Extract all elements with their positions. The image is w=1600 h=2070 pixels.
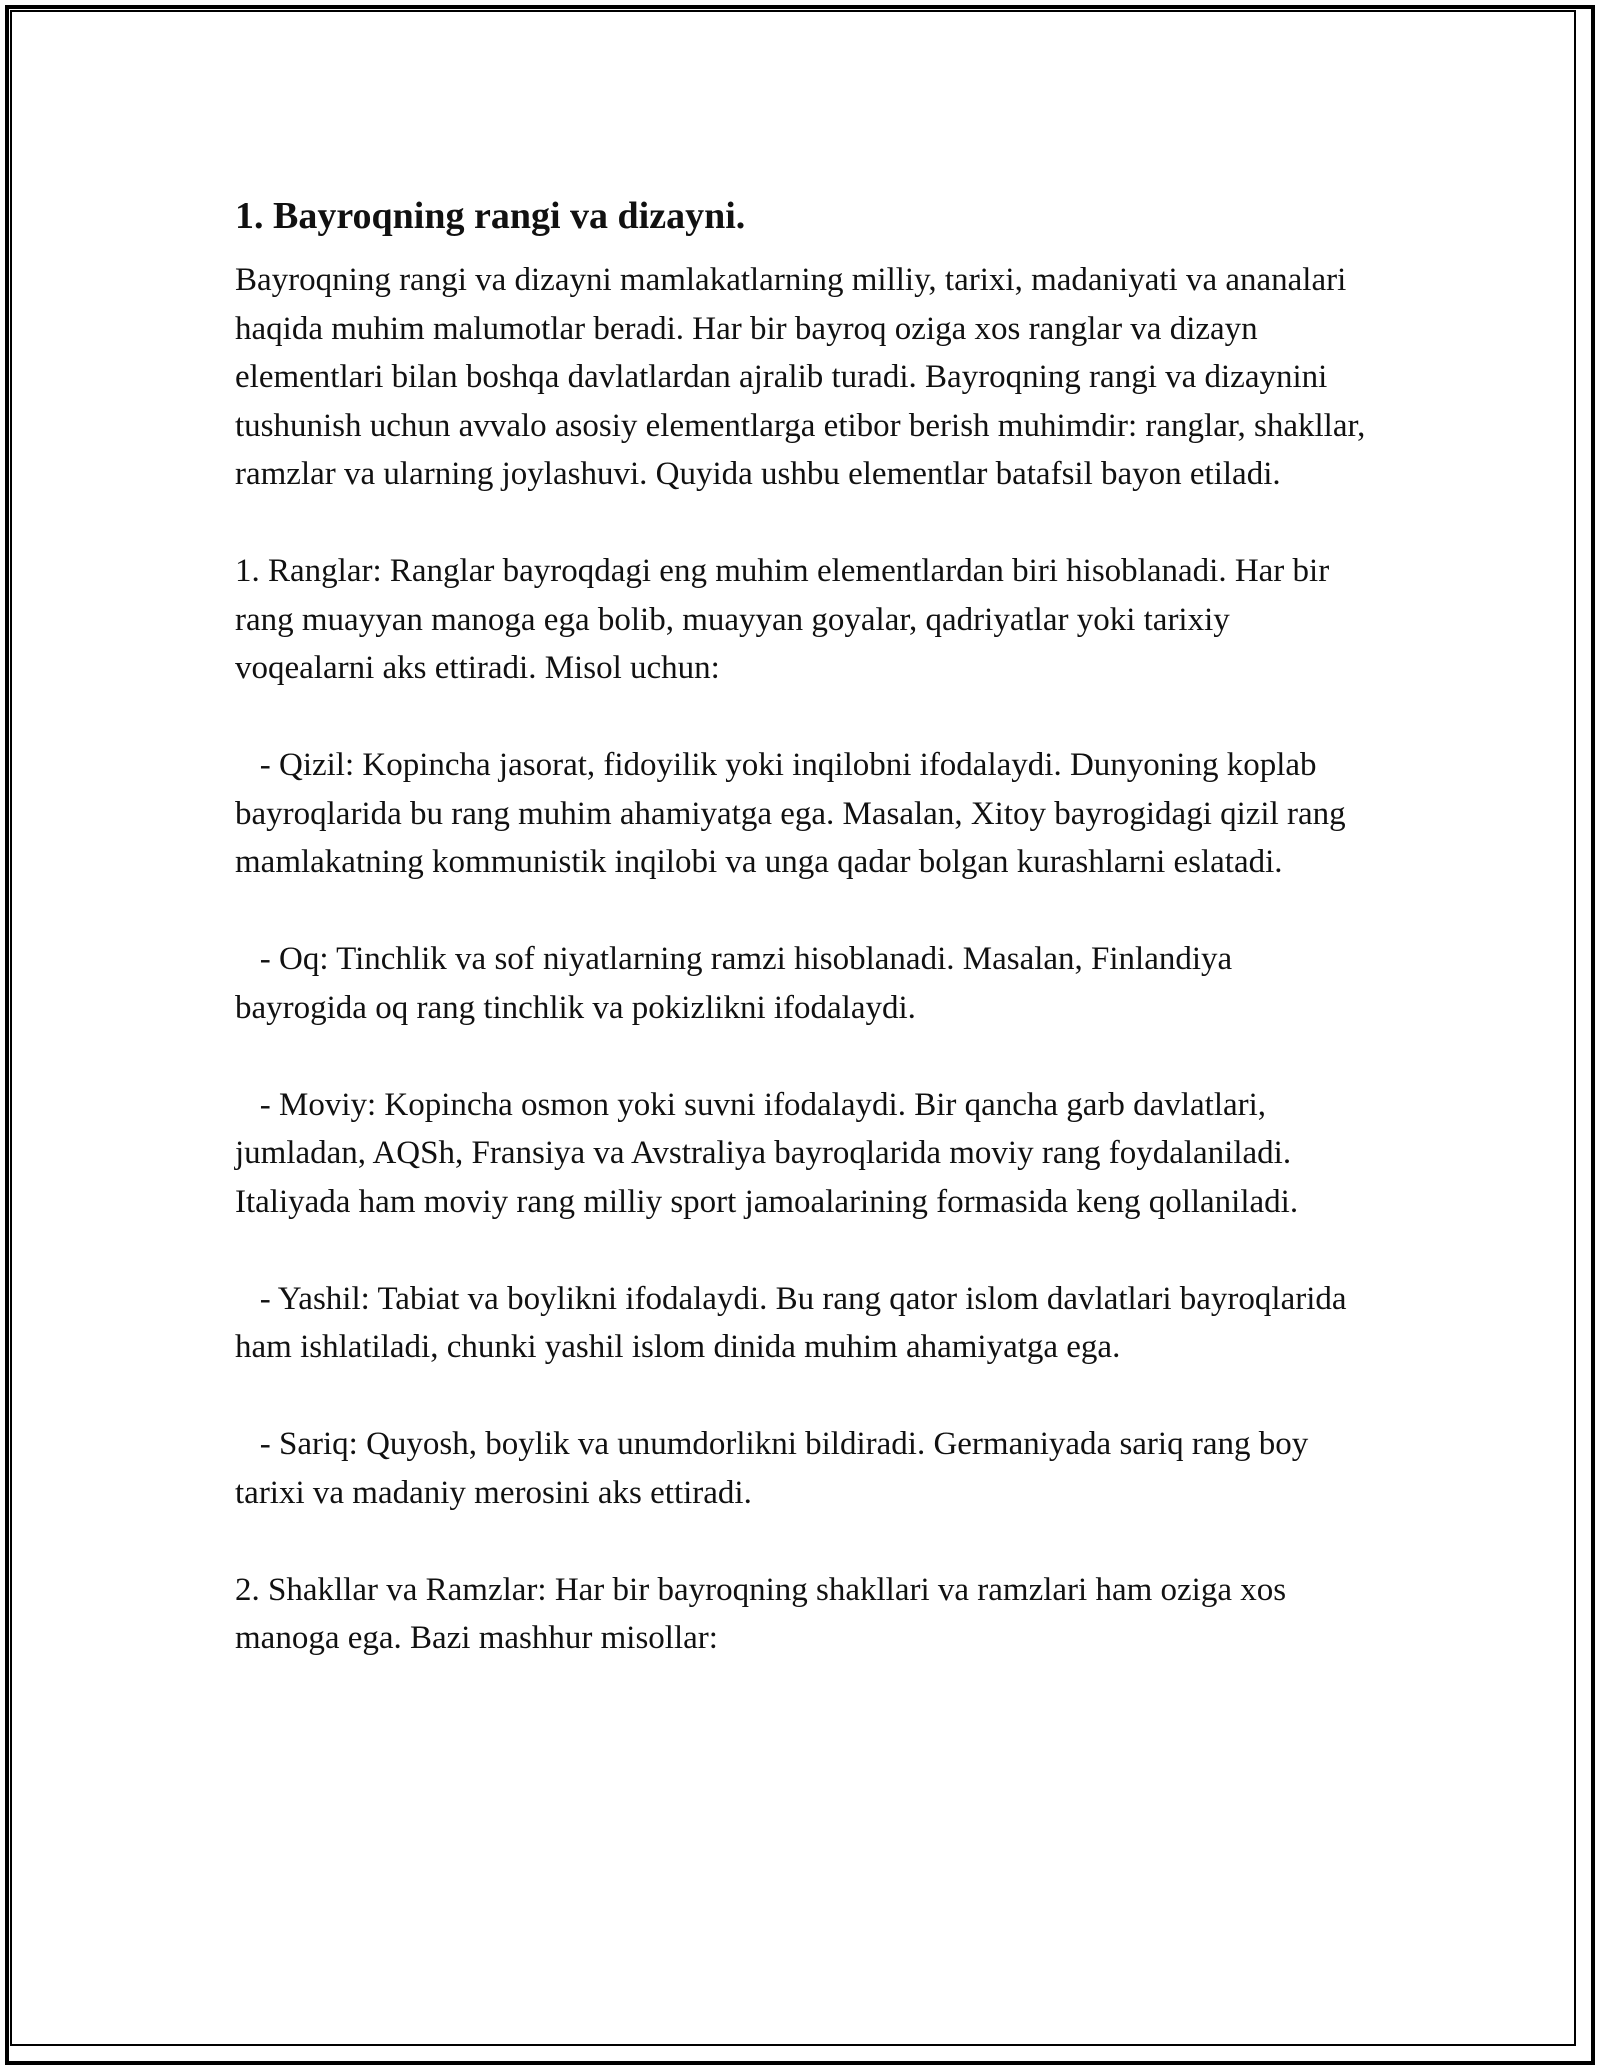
blue-color-paragraph: - Moviy: Kopincha osmon yoki suvni ifodalaydi. Bir qancha garb davlatlari, jumladan, AQSh, Fransiya va Avstraliya bayroqlarida moviy rang foydalaniladi. Italiyada ham moviy rang milliy sport jamoalarining formasida keng qollaniladi. bbox=[235, 1086, 1300, 1220]
green-color-paragraph: - Yashil: Tabiat va boylikni ifodalaydi. Bu rang qator islom davlatlari bayroqlarida ham ishlatiladi, chunki yashil islom dinida muhim ahamiyatga ega. bbox=[235, 1280, 1355, 1365]
document-body bbox=[235, 188, 1374, 1711]
yellow-color-paragraph: - Sariq: Quyosh, boylik va unumdorlikni bildiradi. Germaniyada sariq rang boy tarixi va madaniy merosini aks ettiradi. bbox=[235, 1426, 1317, 1511]
section-heading: 1. Bayroqning rangi va dizayni. bbox=[235, 195, 746, 237]
intro-paragraph: Bayroqning rangi va dizayni mamlakatlarning milliy, tarixi, madaniyati va ananalari haqida muhim malumotlar beradi. Har bir bayroq oziga xos ranglar va dizayn elementlari bilan boshqa davlatlardan ajralib turadi. Bayroqning rangi va dizaynini tushunish uchun avvalo asosiy elementlarga etibor berish muhimdir: ranglar, shakllar, ramzlar va ularning joylashuvi. Quyida ushbu elementlar batafsil bayon etiladi. bbox=[235, 262, 1374, 492]
colors-paragraph: 1. Ranglar: Ranglar bayroqdagi eng muhim elementlardan biri hisoblanadi. Har bir rang muayyan manoga ega bolib, muayyan goyalar, qadriyatlar yoki tarixiy voqealarni aks ettiradi. Misol uchun: bbox=[235, 553, 1338, 686]
white-color-paragraph: - Oq: Tinchlik va sof niyatlarning ramzi hisoblanadi. Masalan, Finlandiya bayrogida oq rang tinchlik va pokizlikni ifodalaydi. bbox=[235, 941, 1241, 1026]
red-color-paragraph: - Qizil: Kopincha jasorat, fidoyilik yoki inqilobni ifodalaydi. Dunyoning koplab bayroqlarida bu rang muhim ahamiyatga ega. Masalan, Xitoy bayrogidagi qizil rang mamlakatning kommunistik inqilobi va unga qadar bolgan kurashlarni eslatadi. bbox=[235, 747, 1354, 880]
shapes-symbols-paragraph: 2. Shakllar va Ramzlar: Har bir bayroqning shakllari va ramzlari ham oziga xos manoga ega. Bazi mashhur misollar: bbox=[235, 1571, 1295, 1656]
